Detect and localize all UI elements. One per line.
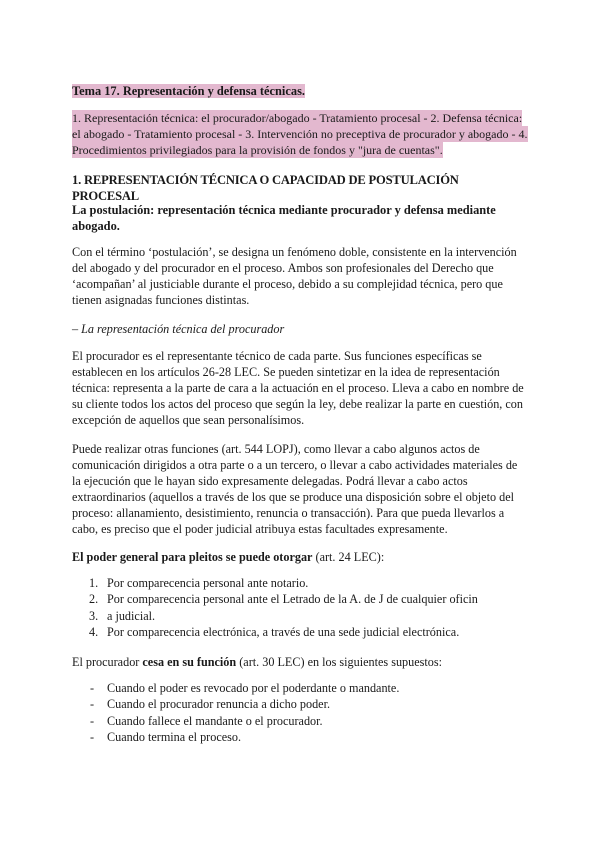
paragraph-procurador: El procurador es el representante técnico de cada parte. Sus funciones específicas se establecen en los artículos 26-28 LEC. Se pueden sintetizar en la idea de representación técnica: representa a la parte de cara a la actuación en el proceso. Lleva a cabo en nombre de su cliente todos los actos del proceso que según la ley, debe realizar la parte en cuestión, con excepción de aquellos que sean personalísimos. — [72, 349, 524, 427]
numbered-list — [72, 575, 528, 640]
list-item-text: Cuando el procurador renuncia a dicho poder. — [107, 697, 331, 712]
list-item-text: a judicial. — [107, 608, 156, 623]
subsection-heading: La postulación: representación técnica mediante procurador y defensa mediante abogado. — [72, 203, 496, 233]
list-marker: - — [90, 713, 95, 728]
bullet-list — [72, 680, 528, 745]
list-item — [72, 624, 528, 640]
title-highlight: Tema 17. Representación y defensa técnicas. — [72, 84, 305, 98]
list-item — [72, 713, 528, 729]
list-marker: 1. — [89, 576, 99, 590]
list-marker: - — [90, 729, 95, 744]
italic-subheading: – La representación técnica del procurador — [72, 322, 285, 336]
list-item-text: Cuando fallece el mandante o el procurador. — [107, 713, 323, 728]
list-item-text: Por comparecencia personal ante notario. — [107, 576, 309, 590]
topics-highlight: 1. Representación técnica: el procurador/abogado - Tratamiento procesal - 2. Defensa técnica: el abogado - Tratamiento procesal - 3. Intervención no preceptiva de procurador y abogado - 4. Procedimientos privilegiados para la provisión de fondos y "jura de cuentas". — [72, 111, 528, 157]
list-item — [72, 608, 528, 624]
paragraph-poder-general — [72, 549, 528, 565]
paragraph-cese — [72, 654, 528, 670]
topics-summary — [72, 110, 528, 158]
list-item — [72, 680, 528, 696]
list-item-text: Por comparecencia electrónica, a través de una sede judicial electrónica. — [107, 624, 460, 639]
cese-bold: cesa en su función — [142, 655, 237, 669]
list-marker: 2. — [89, 592, 99, 607]
cese-pre: El procurador — [72, 655, 143, 669]
document-title — [72, 83, 528, 99]
list-marker: - — [90, 681, 95, 695]
poder-general-bold: El poder general para pleitos se puede otorgar — [72, 550, 313, 564]
poder-general-rest: (art. 24 LEC): — [312, 550, 385, 564]
list-marker: - — [90, 697, 95, 712]
paragraph-otras-funciones: Puede realizar otras funciones (art. 544 LOPJ), como llevar a cabo algunos actos de comunicación dirigidos a otra parte o a un tercero, o llevar a cabo actividades materiales de la ejecución que le hayan sido expresamente delegadas. Podrá llevar a cabo actos extraordinarios (aquellos a través de los que se produce una disposición sobre el objeto del proceso: allanamiento, desistimiento, renuncia o transacción). Para que pueda llevarlos a cabo, es preciso que el poder judicial atribuya estas facultades expresamente. — [72, 442, 518, 536]
list-item — [72, 575, 528, 591]
paragraph-postulacion: Con el término ‘postulación’, se designa un fenómeno doble, consistente en la intervención del abogado y del procurador en el proceso. Ambos son profesionales del Derecho que ‘acompañan’ al justiciable durante el proceso, debido a su complejidad técnica, pero que tienen asignadas funciones distintas. — [72, 245, 517, 307]
cese-post: (art. 30 LEC) en los siguientes supuestos: — [236, 655, 442, 669]
list-item — [72, 591, 528, 607]
list-item — [72, 696, 528, 712]
list-item-text: Cuando termina el proceso. — [107, 729, 242, 744]
list-item-text: Cuando el poder es revocado por el poderdante o mandante. — [107, 681, 400, 695]
list-marker: 3. — [89, 608, 99, 623]
list-item-text: Por comparecencia personal ante el Letrado de la A. de J de cualquier oficin — [107, 592, 478, 607]
list-marker: 4. — [89, 624, 99, 639]
section-heading: 1. REPRESENTACIÓN TÉCNICA O CAPACIDAD DE POSTULACIÓN PROCESAL — [72, 173, 459, 203]
list-item — [72, 729, 528, 745]
